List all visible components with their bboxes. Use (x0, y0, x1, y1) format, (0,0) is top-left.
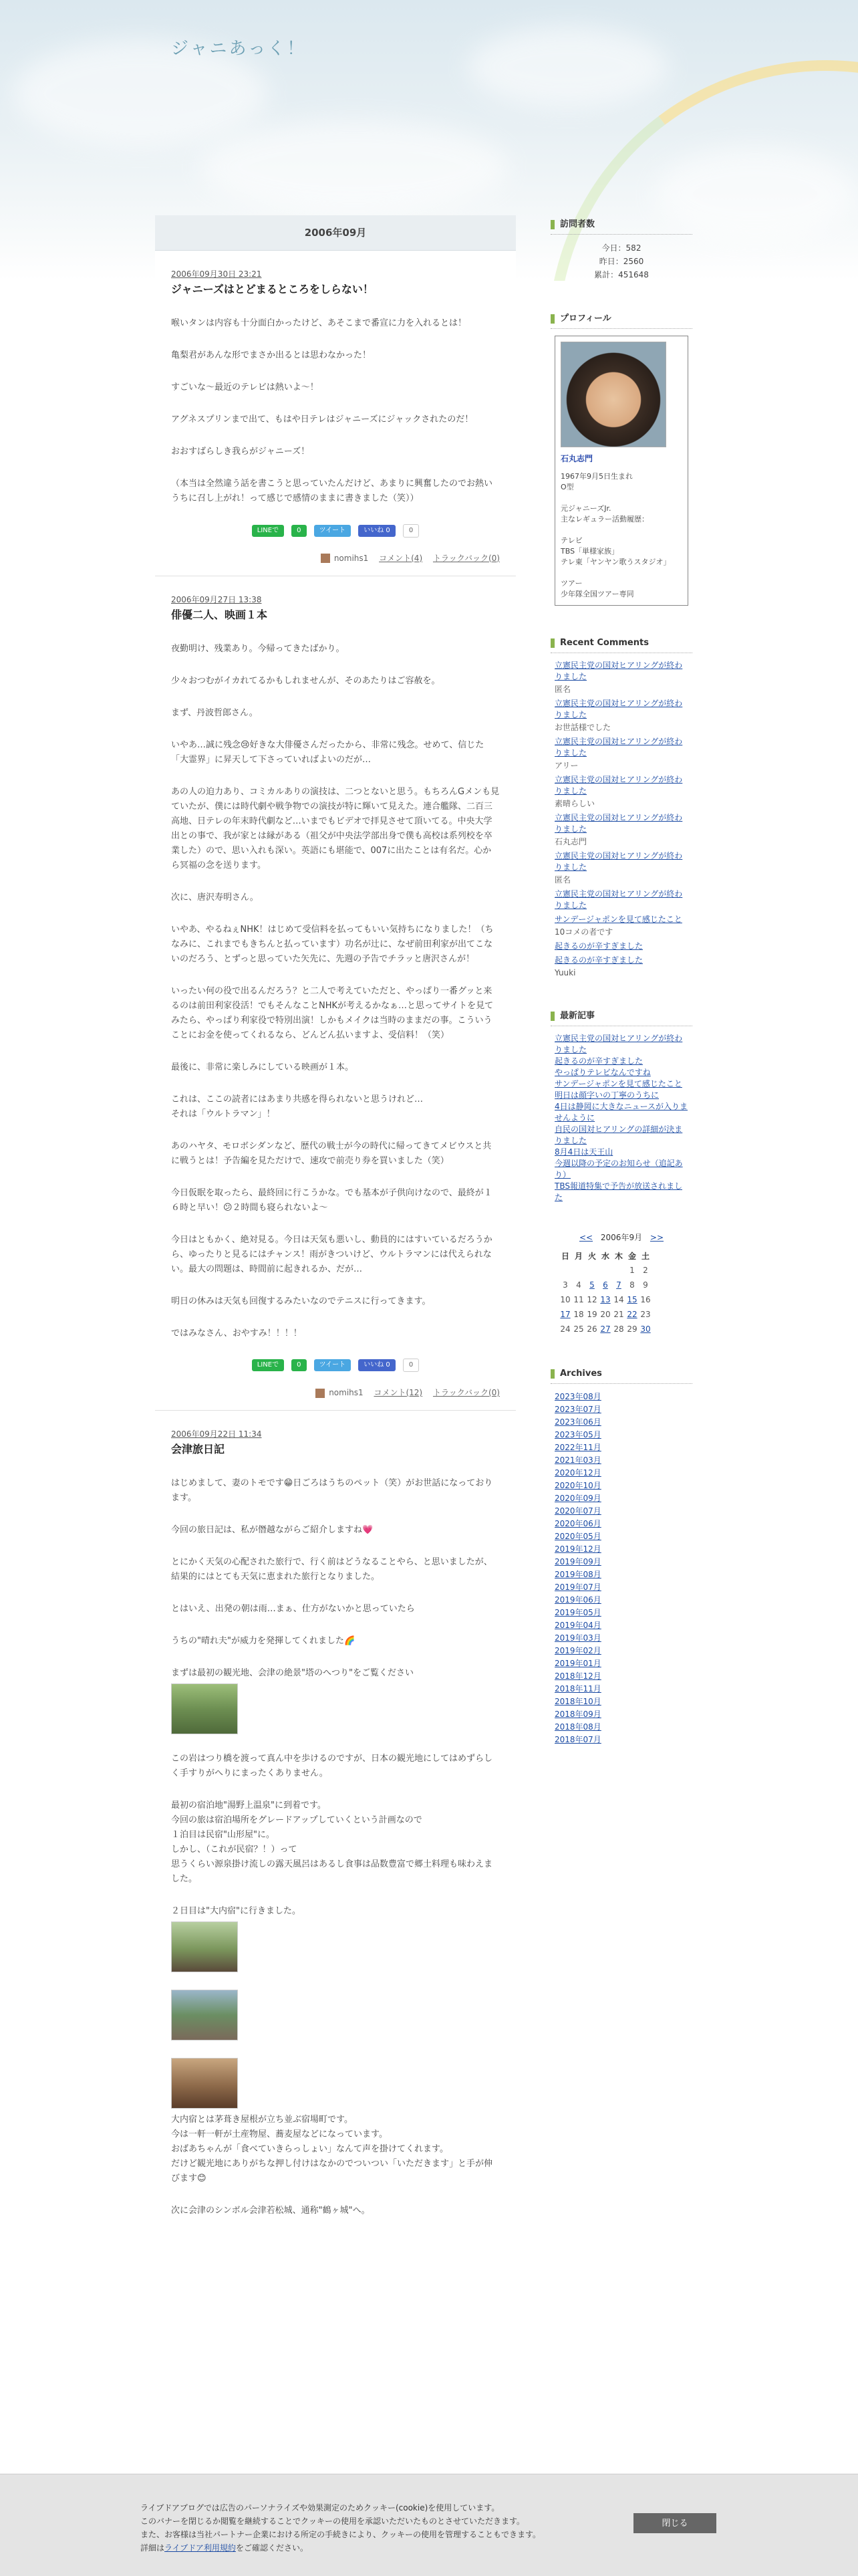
calendar-day-link[interactable]: 13 (600, 1295, 611, 1304)
archive-link[interactable]: 2023年05月 (555, 1430, 601, 1439)
archive-link[interactable]: 2023年08月 (555, 1392, 601, 1401)
entry-paragraph: これは、ここの読者にはあまり共感を得られないと思うけれど… それは「ウルトラマン」！ (171, 1094, 424, 1119)
widget-title: Recent Comments (551, 634, 692, 653)
entry-paragraph: 次に会津のシンボル会津若松城、通称"鶴ヶ城"へ。 (171, 2206, 370, 2216)
comment-author: 10コメの者です (555, 927, 613, 937)
photo-ouchijuku-2[interactable] (171, 1990, 238, 2040)
comment-link[interactable]: 立憲民主党の国対ヒアリングが終わりました (555, 851, 683, 872)
site-title[interactable]: ジャニあっく！ (171, 39, 307, 59)
calendar-day-link[interactable]: 5 (589, 1280, 595, 1290)
comment-link[interactable]: 立憲民主党の国対ヒアリングが終わりました (555, 889, 683, 910)
month-heading: 2006年09月 (155, 215, 516, 251)
recent-post-link[interactable]: TBS報道特集で予告が放送されました (555, 1181, 682, 1202)
calendar-day: 10 (560, 1295, 571, 1304)
weekday-header: 木 (614, 1251, 623, 1261)
calendar-day: 26 (587, 1324, 597, 1334)
entry-paragraph: 亀梨君があんな形でまさか出るとは思わなかった！ (171, 350, 372, 360)
comment-item (555, 736, 688, 772)
calendar-day: 28 (613, 1324, 624, 1334)
photo-tounohetsuri[interactable] (171, 1683, 238, 1734)
weekday-header: 金 (627, 1251, 636, 1261)
calendar-day: 29 (627, 1324, 637, 1334)
tweet-button[interactable]: ツイート (314, 1359, 351, 1371)
comments-link[interactable]: コメント(4) (379, 553, 423, 563)
entry-paragraph: いやあ…誠に残念😢好きな大俳優さんだったから、非常に残念。せめて、信じた「大霊界」に昇天して下さっていればよいのだが… (171, 739, 484, 765)
entry-paragraph: 明日の休みは天気も回復するみたいなのでテニスに行ってきます。 (171, 1296, 431, 1306)
main-column (155, 215, 516, 2248)
calendar-day: 11 (573, 1295, 584, 1304)
recent-post-link[interactable]: 今週以降の予定のお知らせ（追記あり） (555, 1159, 683, 1179)
calendar-day: 9 (643, 1280, 648, 1290)
calendar-day (599, 1263, 612, 1278)
calendar-nav (551, 1232, 692, 1243)
recent-post-link[interactable]: 立憲民主党の国対ヒアリングが終わりました (555, 1034, 683, 1054)
comment-item (555, 812, 688, 848)
profile-name[interactable]: 石丸志門 (561, 454, 593, 463)
archive-link[interactable]: 2018年08月 (555, 1722, 601, 1732)
entry-paragraph: 最後に、非常に楽しみにしている映画が１本。 (171, 1062, 354, 1072)
visits-yesterday: 昨日：2560 (599, 257, 644, 266)
comment-item (555, 955, 688, 979)
entry-footer (171, 1387, 500, 1398)
calendar-day: 25 (573, 1324, 584, 1334)
comment-link[interactable]: 立憲民主党の国対ヒアリングが終わりました (555, 813, 683, 834)
profile-widget (551, 310, 692, 606)
calendar-day: 20 (600, 1310, 611, 1319)
archive-link[interactable]: 2020年07月 (555, 1506, 601, 1516)
entry-paragraph: （本当は全然違う話を書こうと思っていたんだけど、あまりに興奮したのでお熱いうちに召し上がれ！って感じで感情のままに書きました（笑）） (171, 479, 493, 503)
entry-footer (171, 552, 500, 564)
visitor-counter-widget (551, 215, 692, 281)
recent-post-link[interactable]: 自民の国対ヒアリングの詳細が決まりました (555, 1125, 683, 1145)
cookie-line: また、お客様は当社パートナー企業における所定の手続きにより、クッキーの使用を管理することもできます。 (140, 2530, 541, 2539)
entry-paragraph: とはいえ、出発の朝は雨…まぁ、仕方がないかと思っていたら (171, 1604, 415, 1614)
widget-title: 最新記事 (551, 1007, 692, 1026)
widget-title: Archives (551, 1365, 692, 1384)
calendar-day (559, 1263, 572, 1278)
entry-title[interactable]: ジャニーズはとどまるところをしらない！ (171, 283, 374, 296)
photo-ouchijuku-3[interactable] (171, 2058, 238, 2109)
comment-link[interactable]: 起きるのが辛すぎました (555, 941, 644, 951)
terms-link[interactable]: ライブドア利用規約 (164, 2543, 236, 2553)
archive-link[interactable]: 2020年12月 (555, 1468, 601, 1478)
hatena-bookmark-button[interactable]: 0 (403, 1359, 419, 1372)
calendar-day: 12 (587, 1295, 597, 1304)
entry-paragraph: 最初の宿泊地"湯野上温泉"に到着です。 今回の旅は宿泊場所をグレードアップしていくという計画なので １泊目は民宿"山形屋"に。 しかし、（これが民宿？！）って 思うくらい源泉掛け流しの露天風呂はあるし食事は品数豊富で郷土料理も味わえました。 (171, 1800, 493, 1884)
trackback-link[interactable]: トラックバック(0) (432, 553, 500, 563)
archive-link[interactable]: 2020年09月 (555, 1494, 601, 1503)
like-button[interactable]: いいね 0 (358, 525, 396, 537)
comment-item (555, 774, 688, 810)
blog-entry (155, 576, 516, 1411)
entry-paragraph: まずは最初の観光地、会津の絶景"塔のへつり"をご覧ください (171, 1668, 414, 1678)
entry-paragraph: ２日目は"大内宿"に行きました。 (171, 1906, 301, 1916)
entry-paragraph: いったい何の役で出るんだろう？と二人で考えていただと、やっぱり一番グッと来るのは前田利家役活！でもそんなことNHKが考えるかなぁ…と思ってサイトを見てみたら、やっぱり利家役で特別出演！しかもメイクは当時のままだの事。こういうことにお金を使ってくれるなら、どんどん払いますよ、受信料！（笑） (171, 985, 494, 1040)
calendar-day: 2 (643, 1266, 648, 1275)
calendar-day: 14 (613, 1295, 624, 1304)
calendar-day: 16 (640, 1295, 651, 1304)
calendar-day: 18 (573, 1310, 584, 1319)
comment-author: 素晴らしい (555, 799, 595, 808)
calendar-day-link[interactable]: 7 (616, 1280, 621, 1290)
entry-paragraph: はじめまして、妻のトモです😁日ごろはうちのペット（笑）がお世話になっております。 (171, 1478, 493, 1503)
weekday-header: 日 (561, 1251, 569, 1261)
share-buttons (171, 523, 500, 538)
comment-item (555, 698, 688, 733)
entry-paragraph: とにかく天気の心配された旅行で、行く前はどうなることやら、と思いましたが、結果的にはとても天気に恵まれた旅行となりました。 (171, 1557, 492, 1582)
archive-link[interactable]: 2023年06月 (555, 1417, 601, 1427)
archive-link[interactable]: 2018年10月 (555, 1697, 601, 1706)
weekday-header: 月 (574, 1251, 583, 1261)
calendar-day (585, 1263, 599, 1278)
entry-paragraph: 夜勤明け、残業あり。今帰ってきたばかり。 (171, 643, 345, 654)
entry-author: nomihs1 (329, 1388, 364, 1397)
calendar-day: 3 (563, 1280, 568, 1290)
weekday-header: 土 (641, 1251, 650, 1261)
calendar-day (572, 1263, 585, 1278)
calendar-day: 19 (587, 1310, 597, 1319)
entry-paragraph: 今回の旅日記は、私が僭越ながらご紹介しますね💗 (171, 1525, 374, 1535)
calendar-day: 23 (640, 1310, 651, 1319)
archive-link[interactable]: 2020年05月 (555, 1532, 601, 1541)
comment-item (555, 941, 688, 952)
profile-box (555, 336, 688, 606)
recent-post-link[interactable]: 4日は静岡に大きなニュースが入りませんように (555, 1102, 688, 1123)
calendar-day: 24 (560, 1324, 571, 1334)
profile-avatar[interactable] (561, 342, 666, 447)
line-share-button[interactable]: LINEで (252, 1359, 284, 1371)
recent-comments-widget (551, 634, 692, 979)
archive-link[interactable]: 2020年06月 (555, 1519, 601, 1528)
cookie-line-suffix: をご確認ください。 (235, 2543, 308, 2553)
archive-link[interactable]: 2019年06月 (555, 1595, 601, 1605)
entry-paragraph: この岩はつり橋を渡って真ん中を歩けるのですが、日本の観光地にしてはめずらしく手すりがへりにまったくありません。 (171, 1754, 493, 1778)
photo-ouchijuku-1[interactable] (171, 1921, 238, 1972)
archive-link[interactable]: 2022年11月 (555, 1443, 601, 1452)
calendar-day-link[interactable]: 15 (627, 1295, 637, 1304)
archive-link[interactable]: 2019年08月 (555, 1570, 601, 1579)
cookie-line: ライブドアブログでは広告のパーソナライズや効果測定のためクッキー(cookie)を使用しています。 (140, 2503, 500, 2512)
comment-author: アリー (555, 761, 579, 770)
hatena-bookmark-button[interactable]: 0 (403, 524, 419, 538)
archive-link[interactable]: 2020年10月 (555, 1481, 601, 1490)
archive-link[interactable]: 2023年07月 (555, 1405, 601, 1414)
recent-posts-widget (551, 1007, 692, 1203)
sidebar (551, 215, 692, 1774)
calendar-day: 1 (629, 1266, 635, 1275)
comment-item (555, 660, 688, 695)
blog-entry (155, 251, 516, 576)
entry-paragraph: 次に、唐沢寿明さん。 (171, 892, 259, 903)
trackback-link[interactable]: トラックバック(0) (432, 1388, 500, 1397)
calendar-table (559, 1248, 652, 1336)
visits-today: 今日：582 (601, 243, 641, 253)
comment-item (555, 914, 688, 938)
tweet-button[interactable]: ツイート (314, 525, 351, 537)
archive-link[interactable]: 2021年03月 (555, 1455, 601, 1465)
calendar-widget (551, 1232, 692, 1336)
entry-paragraph: あの人の迫力あり、コミカルありの演技は、二つとないと思う。もちろんGメンも見ていたが、僕には時代劇や戦争物での演技が特に輝いて見えた。連合艦隊、二百三高地、日テレの年末時代劇など…いまでもビデオで拝見させて頂いてる。中央大学出との事で、我が家とは縁がある（祖父が中央法学部出身で僕も高校は系列校を卒業した）ので、思い入れも深い。英語にも堪能で、007に出たことは有名だ。心から冥福の念を送ります。 (171, 786, 500, 870)
entry-paragraph: 今日仮眠を取ったら、最終回に行こうかな。でも基本が子供向けなので、最終が１６時と早い！😕２時間も寝られないよ～ (171, 1187, 492, 1213)
recent-post-link[interactable]: やっぱりテレビなんですね (555, 1068, 651, 1077)
calendar-day (612, 1263, 625, 1278)
like-button[interactable]: いいね 0 (358, 1359, 396, 1371)
profile-text: 1967年9月5日生まれ O型 元ジャニーズJr. 主なレギュラー活動履歴： テレビ TBS「単様家族」 テレ東「ヤンヤン歌うスタジオ」 ツアー 少年隊全国ツアー専同 (561, 472, 671, 598)
author-icon (321, 554, 330, 563)
archive-link[interactable]: 2018年09月 (555, 1710, 601, 1719)
calendar-day: 4 (576, 1280, 581, 1290)
comment-link[interactable]: サンデージャポンを見て感じたこと (555, 915, 682, 924)
archive-link[interactable]: 2018年12月 (555, 1671, 601, 1681)
calendar-day-link[interactable]: 22 (627, 1310, 637, 1319)
comment-link[interactable]: 立憲民主党の国対ヒアリングが終わりました (555, 775, 683, 796)
entry-paragraph: 今日はともかく、絶対見る。今日は天気も悪いし、動員的にはすいているだろうから、ゆったりと見るにはチャンス！雨がきついけど、ウルトラマンには代えられない。最大の問題は、時間前に起きれるか、だが… (171, 1234, 492, 1274)
cookie-banner (0, 2474, 858, 2576)
calendar-day: 21 (613, 1310, 624, 1319)
share-buttons (171, 1359, 500, 1373)
entry-paragraph: 少々おつむがイカれてるかもしれませんが、そのあたりはご容赦を。 (171, 675, 440, 686)
cookie-text (140, 2501, 541, 2555)
archive-link[interactable]: 2018年07月 (555, 1735, 601, 1744)
weekday-header: 火 (587, 1251, 596, 1261)
comments-link[interactable]: コメント(12) (374, 1388, 423, 1397)
comment-link[interactable]: 起きるのが辛すぎました (555, 955, 644, 965)
cookie-line: このバナーを閉じるか閲覧を継続することでクッキーの使用を承認いただいたものとさせていただきます。 (140, 2516, 525, 2526)
calendar-next-link[interactable]: >> (650, 1233, 664, 1242)
entry-date[interactable]: 2006年09月30日 23:21 (171, 269, 262, 279)
line-zen-button[interactable]: 0 (291, 1359, 306, 1371)
recent-post-link[interactable]: 明日は顔字いの丁寧のうちに (555, 1090, 660, 1100)
entry-paragraph: あのハヤタ、モロボシダンなど、歴代の戦士が今の時代に帰ってきてメビウスと共に戦うとは！予告編を見ただけで、速攻で前売り券を買いました（笑） (171, 1141, 492, 1166)
weekday-header: 水 (601, 1251, 609, 1261)
archive-link[interactable]: 2019年07月 (555, 1583, 601, 1592)
comment-author: Yuuki (555, 968, 576, 977)
close-button[interactable]: 閉じる (633, 2513, 716, 2533)
entry-paragraph: アグネスプリンまで出て、もはや日テレはジャニーズにジャックされたのだ！ (171, 415, 474, 425)
entry-title[interactable]: 会津旅日記 (171, 1443, 225, 1455)
calendar-day-link[interactable]: 27 (600, 1324, 611, 1334)
cookie-line (140, 2541, 541, 2555)
entry-author: nomihs1 (333, 553, 369, 563)
entry-paragraph: おおすばらしき我らがジャニーズ！ (171, 447, 310, 457)
entry-date[interactable]: 2006年09月22日 11:34 (171, 1429, 262, 1439)
calendar-day-link[interactable]: 30 (640, 1324, 651, 1334)
visits-total: 累計：451648 (594, 270, 649, 279)
entry-paragraph: 喉いタンは内容も十分面白かったけど、あそこまで番宣に力を入れるとは！ (171, 318, 467, 328)
archive-link[interactable]: 2019年02月 (555, 1646, 601, 1655)
entry-paragraph: いやあ、やるねぇNHK！はじめて受信料を払ってもいい気持ちになりました！（ちなみに、これまでもきちんと払っています）功名が辻に、なぜ前田利家が出てこないのだろう、とずっと思っていた矢先に、先週の予告でチラッと唐沢さんが！ (171, 924, 494, 964)
comment-author: お世話様でした (555, 723, 611, 732)
comment-link[interactable]: 立憲民主党の国対ヒアリングが終わりました (555, 737, 683, 757)
comment-link[interactable]: 立憲民主党の国対ヒアリングが終わりました (555, 661, 683, 681)
entry-paragraph: すごいな～最近のテレビは熱いよ～！ (171, 382, 319, 392)
recent-post-link[interactable]: 起きるのが辛すぎました (555, 1056, 644, 1066)
line-share-button[interactable]: LINEで (252, 525, 284, 537)
entry-paragraph: まず、丹波哲郎さん。 (171, 707, 258, 718)
comment-item (555, 850, 688, 886)
widget-title: プロフィール (551, 310, 692, 329)
archive-link[interactable]: 2019年04月 (555, 1621, 601, 1630)
entry-paragraph: ではみなさん、おやすみ！！！！ (171, 1328, 302, 1338)
archives-widget (551, 1365, 692, 1746)
calendar-prev-link[interactable]: << (579, 1233, 593, 1242)
blog-entry (155, 1411, 516, 2248)
archive-link[interactable]: 2018年11月 (555, 1684, 601, 1693)
recent-post-link[interactable]: 8月4日は天王山 (555, 1147, 613, 1157)
comment-author: 匿名 (555, 685, 571, 694)
archive-link[interactable]: 2019年12月 (555, 1544, 601, 1554)
comment-author: 石丸志門 (555, 837, 587, 846)
entry-paragraph: うちの"晴れ夫"が威力を発揮してくれました🌈 (171, 1636, 355, 1646)
widget-title: 訪問者数 (551, 215, 692, 235)
calendar-day-link[interactable]: 6 (603, 1280, 608, 1290)
comment-link[interactable]: 立憲民主党の国対ヒアリングが終わりました (555, 699, 683, 719)
calendar-month-label: 2006年9月 (600, 1233, 643, 1242)
entry-paragraph: 大内宿とは茅葺き屋根が立ち並ぶ宿場町です。 今は一軒一軒が土産物屋、蕎麦屋などになっています。 おばあちゃんが「食べていきらっしょい」なんて声を掛けてくれます。 だけど観光地にありがちな押し付けはなかのでついつい「いただきます」と手が伸びます😊 (171, 2115, 493, 2184)
author-icon (315, 1389, 325, 1398)
comment-item (555, 889, 688, 911)
entry-date[interactable]: 2006年09月27日 13:38 (171, 594, 262, 604)
comment-author: 匿名 (555, 875, 571, 885)
calendar-day: 8 (629, 1280, 635, 1290)
calendar-day-link[interactable]: 17 (560, 1310, 571, 1319)
entry-title[interactable]: 俳優二人、映画１本 (171, 608, 268, 621)
recent-post-link[interactable]: サンデージャポンを見て感じたこと (555, 1079, 682, 1088)
cookie-line-prefix: 詳細は (140, 2543, 165, 2553)
archive-link[interactable]: 2019年03月 (555, 1633, 601, 1643)
archive-link[interactable]: 2019年01月 (555, 1659, 601, 1668)
line-zen-button[interactable]: 0 (291, 525, 306, 537)
archive-link[interactable]: 2019年05月 (555, 1608, 601, 1617)
archive-link[interactable]: 2019年09月 (555, 1557, 601, 1566)
